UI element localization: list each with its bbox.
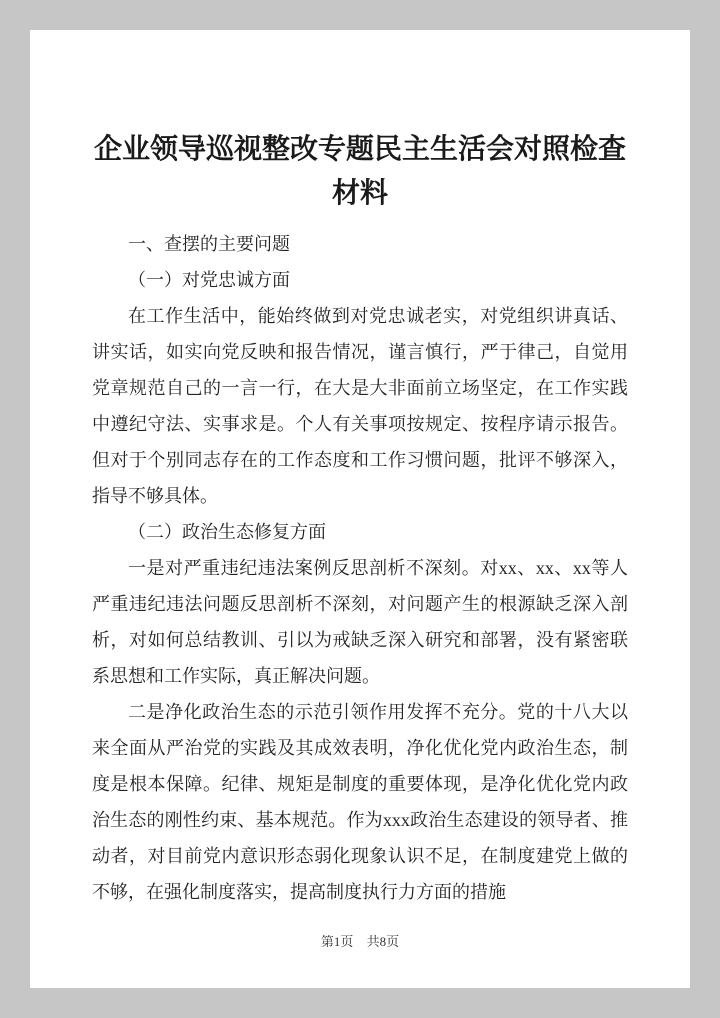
document-page — [30, 30, 690, 988]
paragraph: 二是净化政治生态的示范引领作用发挥不充分。党的十八大以来全面从严治党的实践及其成效表明，净化优化党内政治生态，制度是根本保障。纪律、规矩是制度的重要体现，是净化优化党内政治生态的刚性约束、基本规范。作为xxx政治生态建设的领导者、推动者，对目前党内意识形态弱化现象认识不足，在制度建党上做的不够，在强化制度落实，提高制度执行力方面的措施 — [92, 702, 628, 902]
paragraph: 一是对严重违纪违法案例反思剖析不深刻。对xx、xx、xx等人严重违纪违法问题反思剖析不深刻，对问题产生的根源缺乏深入剖析，对如何总结教训、引以为戒缺乏深入研究和部署，没有紧密联系思想和工作实际，真正解决问题。 — [92, 558, 628, 686]
document-body — [92, 226, 628, 910]
paragraph: 在工作生活中，能始终做到对党忠诚老实，对党组织讲真话、讲实话，如实向党反映和报告情况，谨言慎行，严于律己，自觉用党章规范自己的一言一行，在大是大非面前立场坚定，在工作实践中遵纪守法、实事求是。个人有关事项按规定、按程序请示报告。但对于个别同志存在的工作态度和工作习惯问题，批评不够深入，指导不够具体。 — [92, 306, 628, 506]
paragraph: （一）对党忠诚方面 — [128, 270, 290, 290]
document-title: 企业领导巡视整改专题民主生活会对照检查材料 — [93, 134, 626, 209]
page-number-label: 第1页 — [320, 934, 354, 949]
paragraph: （二）政治生态修复方面 — [128, 522, 326, 542]
paragraph: 一、查摆的主要问题 — [128, 234, 290, 254]
total-pages-label: 共8页 — [366, 934, 400, 949]
page-footer — [30, 931, 690, 950]
